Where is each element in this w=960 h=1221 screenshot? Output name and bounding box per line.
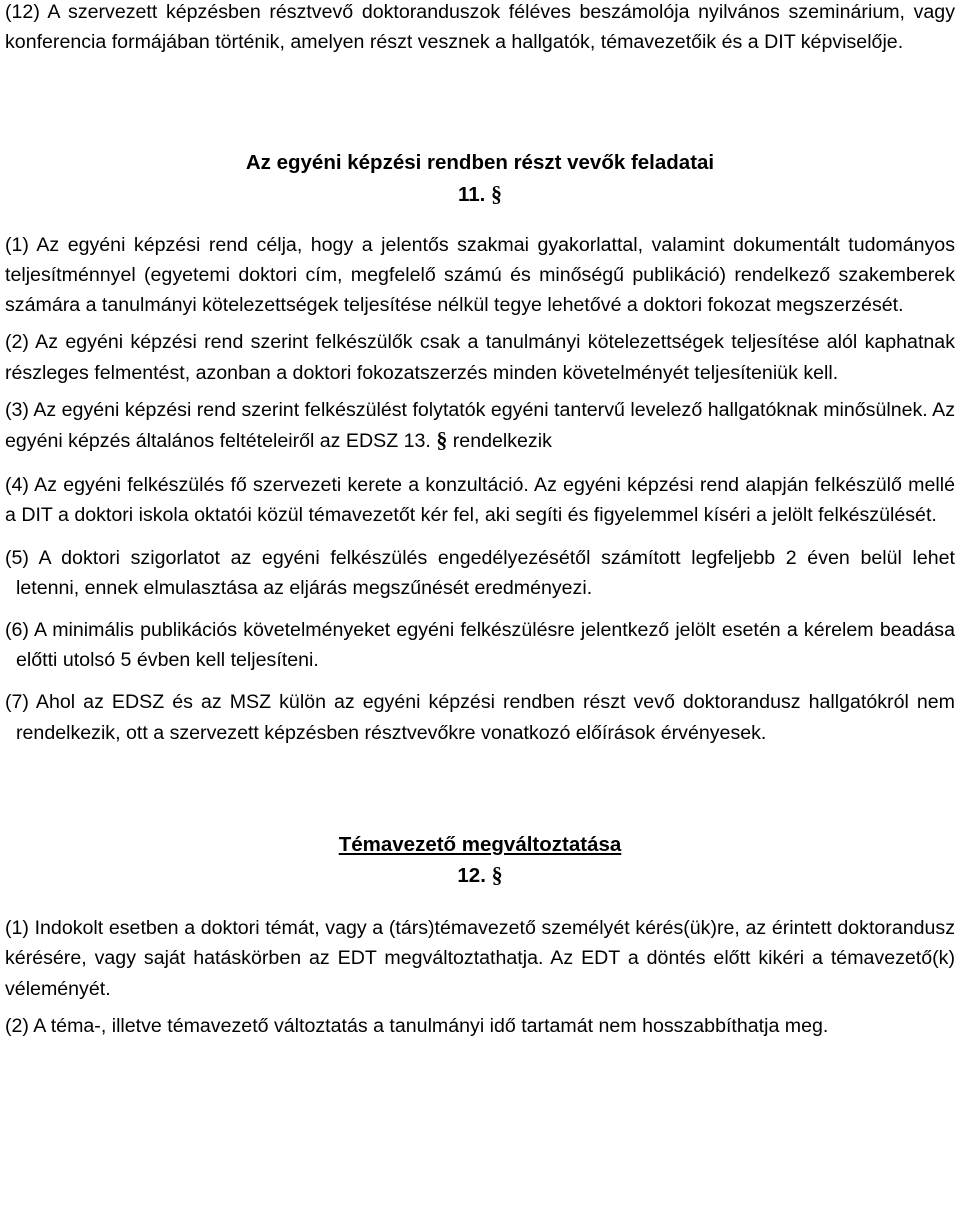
section-sign-icon: § [491, 180, 503, 206]
section-11-heading [5, 148, 955, 209]
paragraph-12: (12) A szervezett képzésben résztvevő doktoranduszok féléves beszámolója nyilvános szeminárium, vagy konferencia formájában történik, amelyen részt vesznek a hallgatók, témavezetőik és a DIT képviselője. [5, 1, 955, 54]
section-11-paragraph-3: (3) Az egyéni képzési rend szerint felkészülést folytatók egyéni tantervű levelező hallgatóknak minősülnek. Az egyéni képzés általános feltételeiről az EDSZ 13. § rendelkezik [5, 398, 955, 453]
section-11-paragraph-7: (7) Ahol az EDSZ és az MSZ külön az egyéni képzési rendben részt vevő doktorandusz hallgatókról nem rendelkezik, ott a szervezett képzésben résztvevőkre vonatkozó előírások érvényesek. [5, 691, 955, 744]
section-12-number: 12. § [457, 862, 503, 888]
section-12-title: Témavezető megváltoztatása [338, 832, 622, 856]
section-12-heading [5, 830, 955, 891]
document-page [5, 0, 955, 1041]
section-12-paragraph-2: (2) A téma-, illetve témavezető változtatás a tanulmányi idő tartamát nem hosszabbíthatja meg. [5, 1014, 829, 1037]
section-12-paragraph-1: (1) Indokolt esetben a doktori témát, vagy a (társ)témavezető személyét kérés(ük)re, az érintett doktorandusz kérésére, vagy saját hatáskörben az EDT megváltoztathatja. Az EDT a döntés előtt kikéri a témavezető(k) véleményét. [5, 917, 955, 1000]
section-11-number: 11. § [457, 180, 503, 206]
section-11-paragraph-4: (4) Az egyéni felkészülés fő szervezeti kerete a konzultáció. Az egyéni képzési rend alapján felkészülő mellé a DIT a doktori iskola oktatói közül témavezetőt kér fel, aki segíti és figyelemmel kíséri a jelölt felkészülését. [5, 474, 955, 527]
section-sign-icon: § [491, 862, 503, 888]
section-11-paragraph-2: (2) Az egyéni képzési rend szerint felkészülők csak a tanulmányi kötelezettségek teljesítése alól kaphatnak részleges felmentést, azonban a doktori fokozatszerzés minden követelményét teljesíteniük kell. [5, 331, 955, 384]
section-sign-icon: § [436, 427, 448, 453]
section-11-paragraph-1: (1) Az egyéni képzési rend célja, hogy a jelentős szakmai gyakorlattal, valamint dokumentált tudományos teljesítménnyel (egyetemi doktori cím, megfelelő számú és minőségű publikáció) rendelkező szakemberek számára a tanulmányi kötelezettségek teljesítése nélkül tegye lehetővé a doktori fokozat megszerzését. [5, 233, 955, 317]
section-11-paragraph-5: (5) A doktori szigorlatot az egyéni felkészülés engedélyezésétől számított legfeljebb 2 éven belül lehet letenni, ennek elmulasztása az eljárás megszűnését eredményezi. [5, 546, 955, 599]
section-11-title: Az egyéni képzési rendben részt vevők feladatai [245, 151, 715, 175]
section-11-paragraph-6: (6) A minimális publikációs követelményeket egyéni felkészülésre jelentkező jelölt esetén a kérelem beadása előtti utolsó 5 évben kell teljesíteni. [5, 619, 955, 672]
